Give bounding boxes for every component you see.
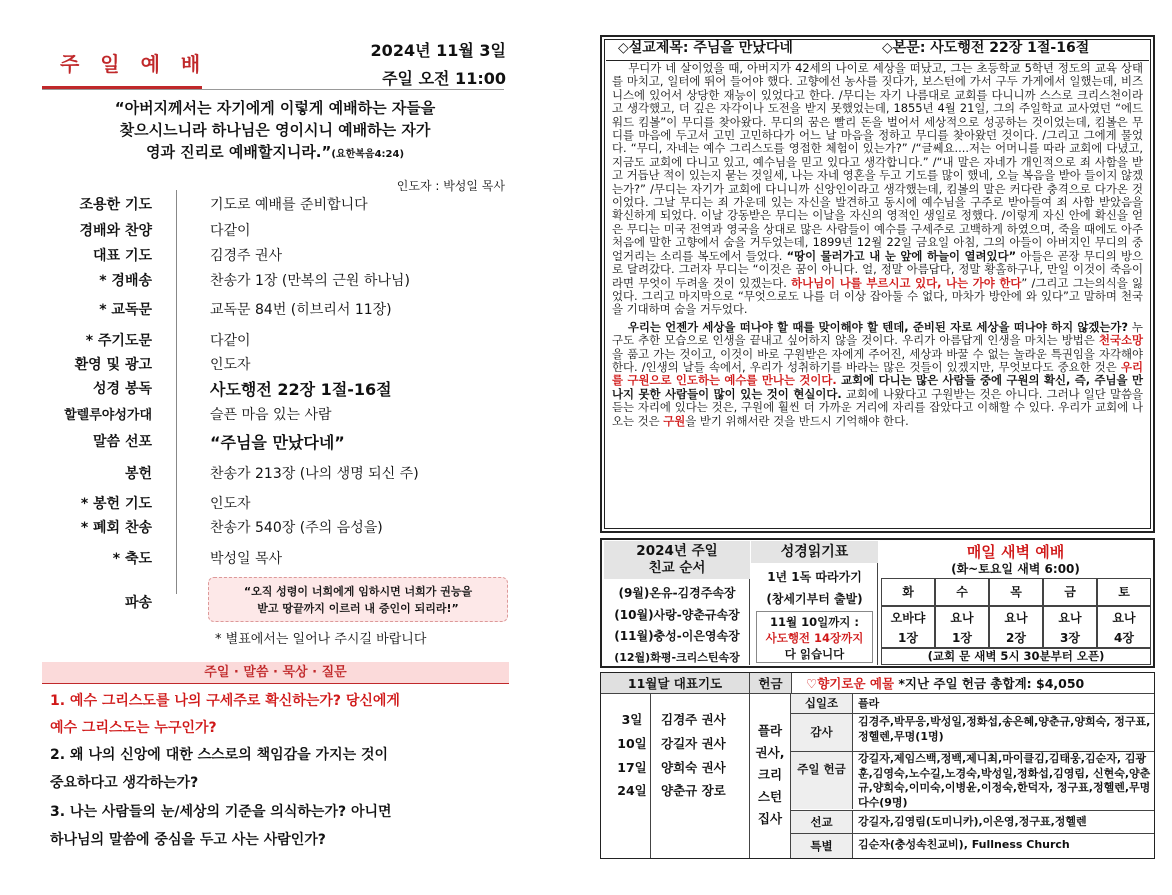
offering-category: 선교 — [791, 811, 853, 833]
bible-plan-header: 성경읽기표 — [751, 541, 878, 563]
dawn-reading: 요나 4장 — [1097, 606, 1151, 648]
sermon-header — [606, 38, 1149, 61]
order-label: 말씀 선포 — [93, 434, 152, 450]
sermon-title: ◇설교제목: 주님을 만났다네 — [618, 40, 793, 56]
sermon-title-value: “주님을 만났다네” — [210, 433, 345, 452]
order-value: 다같이 — [210, 333, 251, 349]
order-label: 파송 — [124, 595, 152, 611]
offering-total-header — [791, 673, 1154, 694]
question-line: 중요하다고 생각하는가? — [50, 775, 199, 791]
order-label: * 교독문 — [99, 302, 152, 318]
order-value: 슬픈 마음 있는 사람 — [210, 407, 332, 423]
scripture-quote — [55, 97, 495, 166]
order-label: * 봉헌 기도 — [80, 496, 152, 512]
question-line: 1. 예수 그리스도를 나의 구세주로 확신하는가? 당신에게 — [50, 693, 400, 709]
offering-names: 플라 — [858, 697, 880, 710]
flower-offering-names: 플라 권사, 크리 스턴 집사 — [749, 694, 791, 858]
order-label: 할렐루야성가대 — [64, 408, 152, 423]
fellowship-header: 2024년 주일 친교 순서 — [604, 541, 750, 579]
offering-category: 주일 헌금 — [791, 752, 853, 809]
quote-line-2: 찾으시느니라 하나님은 영이시니 예배하는 자가 — [119, 121, 431, 139]
dawn-day: 금 — [1043, 578, 1097, 606]
order-value: 인도자 — [210, 496, 251, 512]
order-label: * 축도 — [112, 551, 152, 567]
dawn-day: 수 — [935, 578, 989, 606]
fellowship-row: (10월)사랑-양춘규속장 — [614, 608, 740, 622]
sending-verse-box — [208, 577, 508, 622]
fellowship-row: (12월)화평-크리스틴속장 — [614, 651, 740, 664]
sermon-body — [606, 62, 1149, 530]
dawn-service-schedule: (화~토요일 새벽 6:00) — [951, 562, 1080, 576]
prayer-schedule-header: 11월달 대표기도 — [601, 673, 749, 694]
order-label: 조용한 기도 — [79, 197, 152, 213]
question-line: 3. 나는 사람들의 눈/세상의 기준을 의식하는가? 아니면 — [50, 804, 392, 820]
bible-plan-line: 1년 1독 따라가기 — [767, 570, 862, 584]
order-label: 성경 봉독 — [93, 381, 152, 397]
question-line: 예수 그리스도는 누구인가? — [50, 720, 217, 736]
sermon-paragraph-2: 우리는 언젠가 세상을 떠나야 할 때를 맞이해야 할 텐데, 준비된 자로 세상을 떠나야 하지 않겠는가? 누구도 추한 모습으로 인생을 끝내고 싶어하지 않을 것이다. 우리가 아름답게 인생을 마치는 방법은 천국소망을 품고 가는 것이고, 이것이 바로 구원받은 자에게 주어진, 세상과 바꿀 수 없는 놀라운 특권임을 자각해야 한다. /인생의 날들 속에서, 우리가 성취하기를 바라는 많은 것들이 있겠지만, 무엇보다도 중요한 것은 우리를 구원으로 인도하는 예수를 만나는 것이다. 교회에 다니는 많은 사람들 중에 구원의 확신, 즉, 주님을 만나지 못한 사람들이 많이 있는 것이 현실이다. 교회에 나왔다고 구원받는 것은 아니다. 그러나 일단 말씀을 듣는 자리에 있다는 것은, 구원에 훨씬 더 가까운 거리에 자리를 잡았다고 이해할 수 있다. 우리가 교회에 나오는 것은 구원을 받기 위해서란 것을 반드시 기억해야 한다. — [612, 319, 1144, 428]
offering-category: 감사 — [791, 714, 853, 751]
stand-note: * 별표에서는 일어나 주시길 바랍니다 — [215, 632, 427, 647]
order-value: 김경주 권사 — [210, 248, 283, 264]
bible-plan-line: (창세기부터 출발) — [766, 592, 863, 606]
title-underline — [42, 89, 504, 90]
order-label: 대표 기도 — [93, 248, 152, 264]
order-label: * 주기도문 — [85, 333, 152, 349]
bible-plan-note: 11월 10일까지 : 사도행전 14장까지 다 읽습니다 — [756, 611, 873, 663]
dawn-service-title: 매일 새벽 예배 — [966, 543, 1065, 561]
offering-names: 김경주,박무응,박성일,정화섭,송은혜,양춘규,양희숙, 정구표,정헬렌,무명(1명) — [858, 715, 1151, 743]
sermon-paragraph-1: 무디가 네 살이었을 때, 아버지가 42세의 나이로 세상을 떠났고, 그는 초등학교 5학년 정도의 교육 상태를 마치고, 일터에 뛰어 들어야 했다. 고향에선 농사를 짓다가, 보스턴에 가서 구두 가게에서 일했는데, 비즈니스에 있어서 상당한 재능이 있었다고 한다. /무디는 자기 나름대로 교회를 다니니까 스스로 크리스천이라고 생각했고, 더 깊은 자각이나 도전을 받지 못했었는데, 1855년 4월 21일, 그의 주일학교 교사였던 “에드워드 킴볼”이 무디를 찾아왔다. 무디의 꿈은 빨리 돈을 벌어서 세상적으로 성공하는 것이었는데, 킴볼은 무디를 마음에 두고서 고민 고민하다가 어느 날 마음을 정하고 무디를 찾아왔던 것이다. /그리고 그에게 물었다. “무디, 자네는 예수 그리스도를 영접한 체험이 있는가?” /“글쎄요....저는 어머니를 따라 교회에 다녔고, 지금도 교회에 다니고 있고, 예수님을 믿고 있다고 생각합니다.” /“내 말은 자네가 개인적으로 죄 사함을 받고 거듭난 적이 있는지 묻는 것일세, 나는 자네 영혼을 두고 기도를 많이 했네, 오늘 복음을 받아 들이지 않겠는가?” /무디는 자기가 교회에 다니니까 신앙인이라고 생각했는데, 킴볼의 말은 커다란 충격으로 다가온 것이었다. 그날 무디는 죄 가운데 있는 자신을 발견하고 동시에 예수님을 구주로 받아들여 죄 사함 받았음을 확신하게 되었다. 이날 강동받은 무디는 이날을 자신의 영적인 생일로 정했다. /이렇게 자신 안에 확신을 얻은 무디는 미국 전역과 영국을 상대로 많은 사람들이 예수를 구세주로 고백하게 하였으며, 죽을 때에도 아주 처음에 말한 고향에서 숨을 거두었는데, 1899년 12월 22일 금요일 아침, 그의 아들이 아버지인 무디의 중얼거리는 소리를 복도에서 들었다. “땅이 물러가고 내 눈 앞에 하늘이 열려있다” 아들은 곧장 무디의 방으로 달려갔다. 그러자 무디는 “이것은 꿈이 아니다. 얼, 정말 아름답다, 정말 황홀하구나, 만일 이것이 죽음이라면 무엇이 두려울 것이 있겠는다. 하나님이 나를 부르시고 있다, 나는 가야 한다” /그리고 그는의식을 잃었다. 그리고 마지막으로 “무엇으로도 나를 더 이상 잡아둘 수 없다, 마차가 방안에 와 있다”고 말하며 천국을 기대하며 숨을 거두었다. — [612, 62, 1144, 317]
order-value: 교독문 84번 (히브리서 11장) — [210, 302, 392, 318]
fellowship-row: (11월)충성-이은영속장 — [614, 629, 740, 643]
offering-total: *지난 주일 헌금 총합계: $4,050 — [894, 676, 1085, 691]
service-date: 2024년 11월 3일 — [370, 41, 506, 60]
offering-names: 강길자,김영림(도미니카),이은영,정구표,정헬렌 — [858, 815, 1087, 828]
dawn-day: 목 — [989, 578, 1043, 606]
question-line: 하나님의 말씀에 중심을 두고 사는 사람인가? — [50, 832, 326, 848]
quote-reference: (요한복음4:24) — [331, 149, 405, 160]
sending-line-1: “오직 성령이 너희에게 임하시면 너희가 권능을 — [243, 585, 473, 598]
offering-names: 김순자(충성속친교비), Fullness Church — [858, 838, 1070, 851]
order-label: 봉헌 — [124, 466, 152, 482]
offering-category: 십일조 — [791, 694, 853, 713]
offering-title: 향기로운 예물 — [817, 676, 895, 691]
fellowship-row: (9월)온유-김경주속장 — [618, 586, 736, 600]
order-label: * 경배송 — [99, 273, 152, 289]
offering-category: 특별 — [791, 834, 853, 858]
service-time: 주일 오전 11:00 — [382, 69, 506, 88]
order-value: 사도행전 22장 1절-16절 — [210, 380, 392, 399]
question-line: 2. 왜 나의 신앙에 대한 스스로의 책임감을 가지는 것이 — [50, 747, 389, 763]
leader-label: 인도자 : 박성일 목사 — [396, 179, 505, 193]
dawn-door-note: (교회 문 새벽 5시 30분부터 오픈) — [881, 648, 1151, 665]
sermon-scripture: ◇본문: 사도행전 22장 1절-16절 — [882, 40, 1090, 56]
dawn-reading: 요나 2장 — [989, 606, 1043, 648]
quote-line-1: “아버지께서는 자기에게 이렇게 예배하는 자들을 — [114, 99, 436, 117]
offering-header: 헌금 — [749, 673, 791, 694]
dawn-reading: 요나 1장 — [935, 606, 989, 648]
order-value: 찬송가 1장 (만복의 근원 하나님) — [210, 273, 410, 289]
order-value: 인도자 — [210, 357, 251, 373]
dawn-day: 토 — [1097, 578, 1151, 606]
dawn-reading-grid — [881, 578, 1151, 648]
order-value: 기도로 예배를 준비합니다 — [210, 197, 368, 213]
order-value: 다같이 — [210, 223, 251, 239]
order-label: 경배와 찬양 — [79, 223, 152, 239]
order-label: 환영 및 광고 — [74, 357, 152, 373]
dawn-day: 화 — [881, 578, 935, 606]
heart-icon: ♡ — [806, 676, 818, 691]
order-label: * 폐회 찬송 — [80, 520, 152, 536]
quote-line-3: 영과 진리로 예배할지니라.” — [145, 143, 332, 161]
order-value: 박성일 목사 — [210, 551, 283, 567]
meditation-questions-header: 주일 · 말씀 · 묵상 · 질문 — [42, 662, 509, 684]
order-value: 찬송가 213장 (나의 생명 되신 주) — [210, 466, 419, 482]
order-value: 찬송가 540장 (주의 음성을) — [210, 520, 383, 536]
offering-names: 강길자,제임스백,정백,제니최,마이클김,김태웅,김순자, 김광훈,김영숙,노수길,노경숙,박성일,정화섭,김영림, 신현숙,양춘규,양희숙,이미숙,이병윤,이정숙,한덕자, 정구표,정헬렌,무명다수(9명) — [858, 752, 1151, 809]
service-title: 주 일 예 배 — [60, 52, 208, 76]
sending-line-2: 받고 땅끝까지 이르러 내 증인이 되리라!” — [257, 602, 459, 615]
dawn-reading: 요나 3장 — [1043, 606, 1097, 648]
dawn-reading: 오바댜 1장 — [881, 606, 935, 648]
order-divider — [176, 190, 177, 594]
